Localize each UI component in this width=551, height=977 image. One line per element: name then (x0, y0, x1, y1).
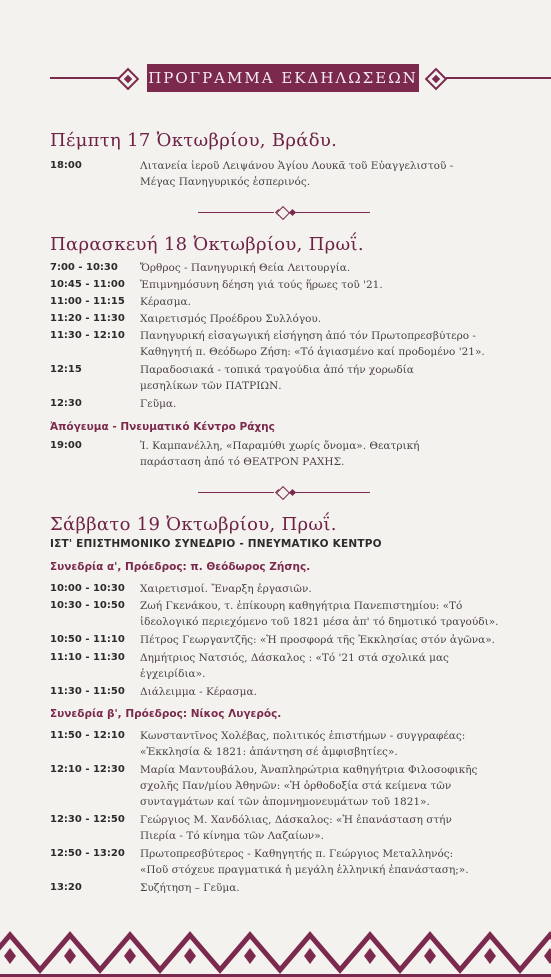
time-slot: 12:15 (50, 364, 82, 375)
time-slot: 11:50 - 12:10 (50, 730, 125, 741)
banner-diamond-left (117, 68, 140, 91)
time-slot: 11:30 - 12:10 (50, 330, 125, 341)
day-heading-saturday: Σάββατο 19 Ὀκτωβρίου, Πρωΐ. (50, 514, 337, 535)
event-description: Ἐπιμνημόσυνη δέηση γιά τούς ἥρωες τοῦ '21. (140, 279, 383, 291)
time-slot: 7:00 - 10:30 (50, 262, 118, 273)
program-banner (0, 60, 551, 96)
day-heading-thursday: Πέμπτη 17 Ὀκτωβρίου, Βράδυ. (50, 130, 338, 151)
time-slot: 10:50 - 11:10 (50, 634, 125, 645)
event-description: Ζωή Γκενάκου, τ. ἐπίκουρη καθηγήτρια Πανεπιστημίου: «Τό ἰδεολογικό περιεχόμενο τοῦ 1821 μέσα ἀπ' τό δημοτικό τραγούδι». (140, 600, 499, 628)
time-slot: 12:30 (50, 398, 82, 409)
time-slot: 11:30 - 11:50 (50, 686, 125, 697)
time-slot: 12:30 - 12:50 (50, 814, 125, 825)
event-description: Κωνσταντῖνος Χολέβας, πολιτικός ἐπιστήμων - συγγραφέας: «Ἐκκλησία & 1821: ἀπάντηση σέ ἀμφισβητίες». (140, 730, 466, 758)
session-two-title: Συνεδρία β', Πρόεδρος: Νίκος Λυγερός. (50, 708, 282, 720)
time-slot: 12:10 - 12:30 (50, 764, 125, 775)
time-slot: 12:50 - 13:20 (50, 848, 125, 859)
event-description: Χαιρετισμοί. Ἔναρξη ἐργασιῶν. (140, 583, 312, 595)
event-description: Πανηγυρική εἰσαγωγική εἰσήγηση ἀπό τόν Πρωτοπρεσβύτερο - Καθηγητή π. Θεόδωρο Ζήση: «Τό ἁγιασμένο καί προδομένο '21». (140, 330, 485, 358)
time-slot: 11:20 - 11:30 (50, 313, 125, 324)
conference-subtitle: ΙΣΤ' ΕΠΙΣΤΗΜΟΝΙΚΟ ΣΥΝΕΔΡΙΟ - ΠΝΕΥΜΑΤΙΚΟ ΚΕΝΤΡΟ (50, 538, 382, 550)
time-slot: 10:30 - 10:50 (50, 600, 125, 611)
event-description: Κέρασμα. (140, 296, 191, 308)
event-description: Ὄρθρος - Πανηγυρική Θεία Λειτουργία. (140, 262, 351, 274)
afternoon-section-title: Ἀπόγευμα - Πνευματικό Κέντρο Ράχης (50, 421, 275, 433)
time-slot: 10:45 - 11:00 (50, 279, 125, 290)
section-divider (198, 487, 370, 499)
banner-line-left (50, 77, 120, 79)
session-one-title: Συνεδρία α', Πρόεδρος: π. Θεόδωρος Ζήσης. (50, 561, 311, 573)
event-description: Δημήτριος Νατσιός, Δάσκαλος : «Τό '21 στά σχολικά μας ἐγχειρίδια». (140, 652, 449, 680)
event-description: Χαιρετισμός Προέδρου Συλλόγου. (140, 313, 322, 325)
event-description: Συζήτηση – Γεῦμα. (140, 882, 240, 894)
event-description: Γεῦμα. (140, 398, 177, 410)
event-description: Πρωτοπρεσβύτερος - Καθηγητής π. Γεώργιος Μεταλληνός: «Ποῦ στόχευε πραγματικά ἡ μεγάλη ἑλληνική ἐπανάσταση;». (140, 848, 469, 876)
event-description: Μαρία Μαντουβάλου, Ἀναπληρώτρια καθηγήτρια Φιλοσοφικῆς σχολῆς Παν/μίου Ἀθηνῶν: «Ἡ ὀρθοδοξία στά κείμενα τῶν συνταγμάτων καί τῶν ἀπομνημονευμάτων τοῦ 1821». (140, 764, 478, 808)
event-description: Πέτρος Γεωργαντζῆς: «Ἡ προσφορά τῆς Ἐκκλησίας στόν ἀγῶνα». (140, 634, 496, 646)
day-heading-friday: Παρασκευή 18 Ὀκτωβρίου, Πρωΐ. (50, 234, 364, 255)
event-description: Παραδοσιακά - τοπικά τραγούδια ἀπό τήν χορωδία μεσηλίκων τῶν ΠΑΤΡΙΩΝ. (140, 364, 414, 392)
event-description: Γεώργιος Μ. Χανδόλιας, Δάσκαλος: «Ἡ ἐπανάσταση στήν Πιερία - Τό κίνημα τῶν Λαζαίων». (140, 814, 452, 842)
time-slot: 13:20 (50, 882, 82, 893)
time-slot: 11:10 - 11:30 (50, 652, 125, 663)
banner-title: ΠΡΟΓΡΑΜΜΑ ΕΚΔΗΛΩΣΕΩΝ (147, 64, 419, 92)
banner-diamond-right (425, 68, 448, 91)
decorative-border-pattern (0, 920, 551, 977)
time-slot: 10:00 - 10:30 (50, 583, 125, 594)
time-slot: 11:00 - 11:15 (50, 296, 125, 307)
event-description: Διάλειμμα - Κέρασμα. (140, 686, 257, 698)
event-description: Λιτανεία ἱεροῦ Λειψάνου Ἁγίου Λουκᾶ τοῦ Εὐαγγελιστοῦ - Μέγας Πανηγυρικός ἑσπερινός. (140, 160, 454, 188)
section-divider (198, 207, 370, 219)
time-slot: 18:00 (50, 160, 82, 171)
time-slot: 19:00 (50, 440, 82, 451)
banner-line-right (446, 77, 551, 79)
event-description: Ἰ. Καμπανέλλη, «Παραμύθι χωρίς ὄνομα». Θεατρική παράσταση ἀπό τό ΘΕΑΤΡΟΝ ΡΑΧΗΣ. (140, 440, 420, 468)
